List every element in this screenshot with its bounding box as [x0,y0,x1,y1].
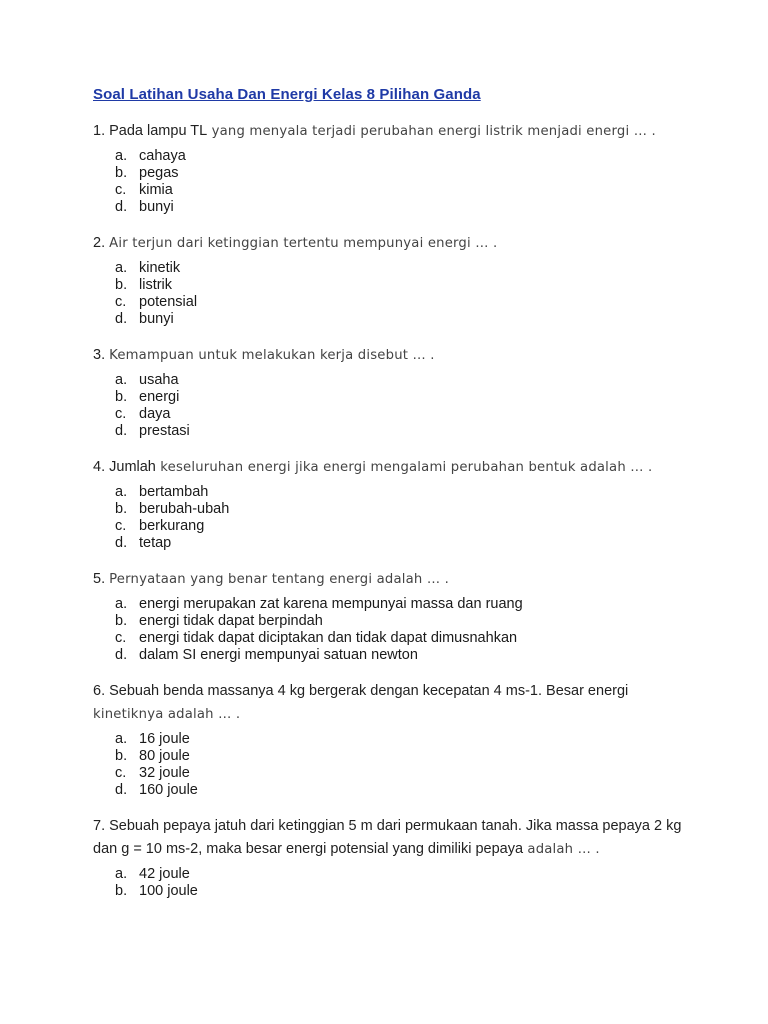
question-text [93,344,693,367]
option-letter: d. [115,199,128,215]
question-text [93,680,693,726]
option-text: 100 joule [139,883,198,899]
option-item [115,748,693,765]
option-letter: d. [115,423,128,439]
question-number: 5. [93,571,106,587]
question-text-main: Sebuah pepaya jatuh dari ketinggian 5 m dari permukaan tanah. Jika massa pepaya 2 kg dan g = 10 ms-2, maka besar energi potensial yang dimiliki pepaya [93,818,682,857]
option-item [115,883,693,900]
question-text-light: kinetiknya adalah … . [93,707,241,722]
option-letter: c. [115,182,127,198]
option-item [115,613,693,630]
option-list [93,484,693,552]
option-item [115,311,693,328]
question-text-main: Jumlah [109,459,156,475]
option-letter: d. [115,782,128,798]
question-number: 3. [93,347,106,363]
option-item [115,423,693,440]
question-number: 2. [93,235,106,251]
option-text: energi merupakan zat karena mempunyai massa dan ruang [139,596,523,612]
question-text [93,232,693,255]
option-text: pegas [139,165,179,181]
option-letter: b. [115,613,128,629]
option-item [115,596,693,613]
option-letter: a. [115,731,128,747]
option-letter: c. [115,765,127,781]
option-letter: d. [115,311,128,327]
question-text [93,568,693,591]
option-letter: b. [115,883,128,899]
option-text: daya [139,406,171,422]
option-item [115,630,693,647]
question-text [93,120,693,143]
option-list [93,372,693,440]
option-text: bertambah [139,484,209,500]
question-number: 6. [93,683,106,699]
option-text: 16 joule [139,731,190,747]
option-letter: a. [115,260,128,276]
option-item [115,518,693,535]
option-item [115,277,693,294]
option-item [115,389,693,406]
option-text: berkurang [139,518,205,534]
question-1 [93,120,693,216]
question-number: 1. [93,123,106,139]
option-list [93,596,693,664]
option-text: tetap [139,535,172,551]
question-4 [93,456,693,552]
option-letter: a. [115,866,128,882]
option-list [93,260,693,328]
option-text: energi tidak dapat berpindah [139,613,323,629]
option-item [115,260,693,277]
option-letter: c. [115,294,127,310]
option-text: energi [139,389,180,405]
option-letter: d. [115,647,128,663]
question-2 [93,232,693,328]
option-text: energi tidak dapat diciptakan dan tidak dapat dimusnahkan [139,630,518,646]
option-letter: b. [115,748,128,764]
option-item [115,731,693,748]
option-letter: a. [115,148,128,164]
option-item [115,866,693,883]
question-text-light: Air terjun dari ketinggian tertentu mempunyai energi … . [109,236,498,251]
document-page [93,86,693,916]
question-text-light: adalah … . [523,842,600,857]
option-text: 160 joule [139,782,198,798]
option-text: kinetik [139,260,181,276]
question-text-main: Sebuah benda massanya 4 kg bergerak dengan kecepatan 4 ms-1. Besar energi [109,683,629,699]
document-title[interactable]: Soal Latihan Usaha Dan Energi Kelas 8 Pilihan Ganda [93,86,481,103]
option-item [115,501,693,518]
option-text: dalam SI energi mempunyai satuan newton [139,647,418,663]
option-letter: c. [115,518,127,534]
option-item [115,148,693,165]
option-letter: b. [115,165,128,181]
option-item [115,535,693,552]
option-list [93,731,693,799]
option-item [115,372,693,389]
question-text [93,456,693,479]
option-text: bunyi [139,311,174,327]
option-list [93,148,693,216]
option-text: listrik [139,277,173,293]
option-item [115,406,693,423]
question-5 [93,568,693,664]
question-3 [93,344,693,440]
option-text: berubah-ubah [139,501,230,517]
option-item [115,484,693,501]
question-text-light: Pernyataan yang benar tentang energi adalah … . [109,572,449,587]
option-text: potensial [139,294,198,310]
option-letter: b. [115,389,128,405]
question-text [93,815,693,861]
question-text-light: yang menyala terjadi perubahan energi listrik menjadi energi … . [207,124,656,139]
option-letter: b. [115,277,128,293]
option-text: bunyi [139,199,174,215]
question-text-light: Kemampuan untuk melakukan kerja disebut … . [109,348,435,363]
option-item [115,199,693,216]
option-item [115,782,693,799]
question-7 [93,815,693,900]
option-list [93,866,693,900]
option-item [115,294,693,311]
option-letter: d. [115,535,128,551]
option-letter: c. [115,406,127,422]
option-item [115,647,693,664]
option-item [115,765,693,782]
option-text: prestasi [139,423,190,439]
question-6 [93,680,693,799]
option-letter: b. [115,501,128,517]
question-number: 7. [93,818,106,834]
question-number: 4. [93,459,106,475]
option-letter: a. [115,372,128,388]
question-text-main: Pada lampu TL [109,123,208,139]
option-item [115,165,693,182]
option-text: cahaya [139,148,186,164]
option-item [115,182,693,199]
option-letter: a. [115,596,128,612]
option-text: 42 joule [139,866,190,882]
question-list [93,120,693,900]
option-text: kimia [139,182,173,198]
option-letter: c. [115,630,127,646]
option-letter: a. [115,484,128,500]
option-text: 32 joule [139,765,190,781]
option-text: usaha [139,372,179,388]
question-text-light: keseluruhan energi jika energi mengalami perubahan bentuk adalah … . [155,460,653,475]
option-text: 80 joule [139,748,190,764]
